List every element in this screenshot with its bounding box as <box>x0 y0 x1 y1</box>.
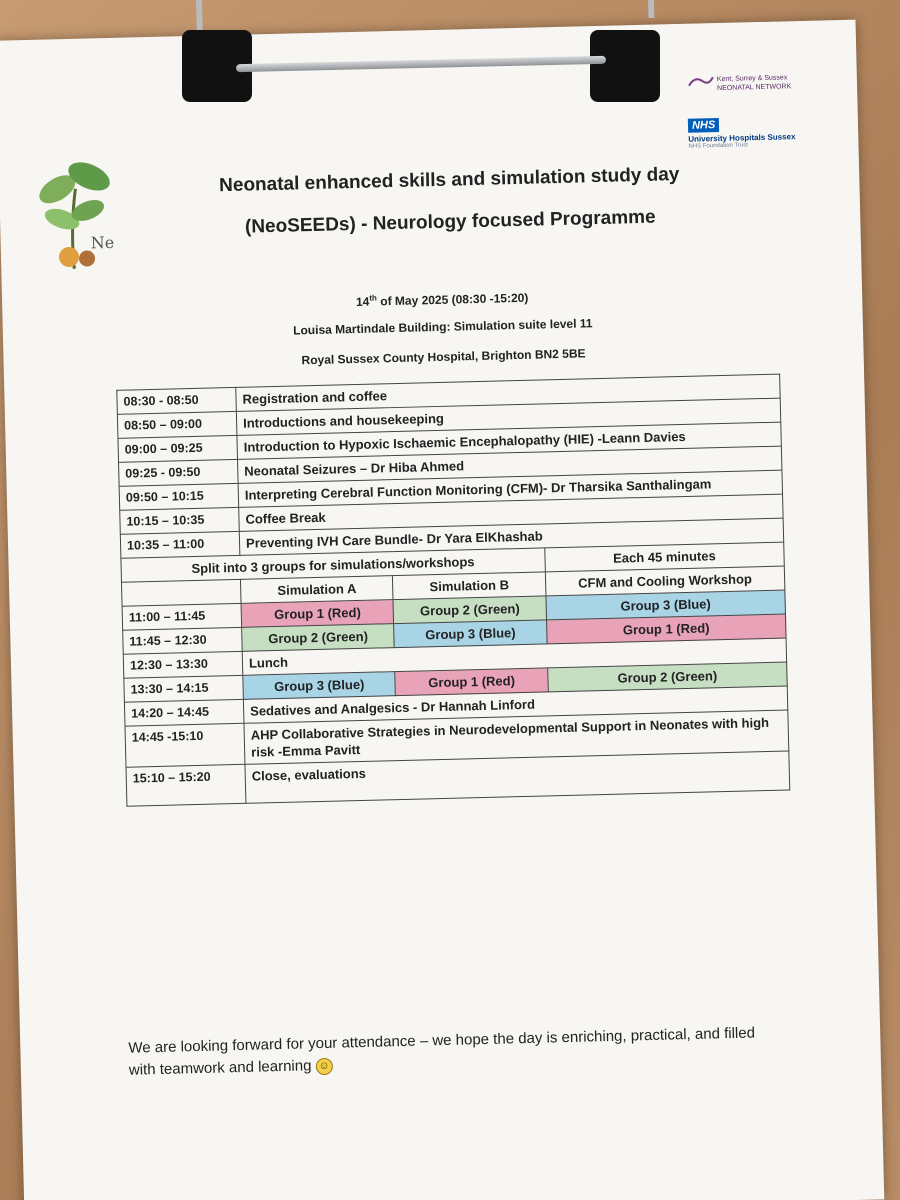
network-sub: NEONATAL NETWORK <box>717 83 792 93</box>
row-time: 09:50 – 10:15 <box>119 483 239 510</box>
clip-right-grip <box>590 30 660 102</box>
row-activity: Lunch <box>242 638 786 675</box>
event-address: Royal Sussex County Hospital, Brighton BN2 5BE <box>301 346 586 368</box>
row-time: 14:45 -15:10 <box>125 723 245 767</box>
row-activity: Close, evaluations <box>245 751 790 803</box>
row-activity: Preventing IVH Care Bundle- Dr Yara ElKhashab <box>239 518 783 555</box>
neoseeds-plant-logo <box>26 148 119 275</box>
row-activity: Registration and coffee <box>236 374 780 411</box>
group-cell-blue: Group 3 (Blue) <box>546 590 786 620</box>
col-simulation-b: Simulation B <box>393 572 546 600</box>
row-time: 08:30 - 08:50 <box>117 387 237 414</box>
row-time: 12:30 – 13:30 <box>123 651 243 678</box>
smiley-icon: ☺ <box>315 1057 332 1074</box>
network-swirl-icon <box>687 73 715 90</box>
row-activity: Interpreting Cerebral Function Monitoring (CFM)- Dr Tharsika Santhalingam <box>238 470 782 507</box>
group-cell-red: Group 1 (Red) <box>546 614 786 644</box>
programme-sheet <box>0 20 884 1200</box>
row-activity: Neonatal Seizures – Dr Hiba Ahmed <box>238 446 782 483</box>
programme-title-line2: (NeoSEEDs) - Neurology focused Programme <box>244 206 656 238</box>
event-location: Louisa Martindale Building: Simulation suite level 11 <box>293 316 593 338</box>
col-simulation-a: Simulation A <box>240 576 393 604</box>
row-time: 15:10 – 15:20 <box>126 764 246 806</box>
group-cell-green: Group 2 (Green) <box>393 596 546 624</box>
group-cell-blue: Group 3 (Blue) <box>243 672 396 700</box>
split-duration: Each 45 minutes <box>545 542 785 572</box>
row-time: 10:35 – 11:00 <box>120 531 240 558</box>
nhs-org-name: University Hospitals Sussex <box>688 132 796 144</box>
schedule-table <box>116 374 790 807</box>
network-logo <box>687 70 828 103</box>
date-day: 14 <box>355 294 370 309</box>
programme-title-line1: Neonatal enhanced skills and simulation study day <box>218 164 680 197</box>
row-activity: AHP Collaborative Strategies in Neurodevelopmental Support in Neonates with high risk -Emma Pavitt <box>244 710 789 764</box>
network-name: Kent, Surrey & Sussex <box>716 74 788 84</box>
row-time: 11:00 – 11:45 <box>122 603 242 630</box>
group-cell-red: Group 1 (Red) <box>241 600 394 628</box>
row-time: 08:50 – 09:00 <box>117 411 237 438</box>
row-time: 11:45 – 12:30 <box>123 627 243 654</box>
nhs-badge: NHS <box>688 118 720 133</box>
group-cell-red: Group 1 (Red) <box>395 668 548 696</box>
row-time: 14:20 – 14:45 <box>124 699 244 726</box>
row-time: 09:25 - 09:50 <box>119 459 239 486</box>
network-logo-text <box>717 73 792 93</box>
row-activity: Sedatives and Analgesics - Dr Hannah Linford <box>243 686 787 723</box>
nhs-logo <box>688 112 839 156</box>
group-cell-blue: Group 3 (Blue) <box>394 620 547 648</box>
row-activity: Coffee Break <box>239 494 783 531</box>
empty-cell <box>121 579 241 606</box>
closing-message <box>128 1022 769 1082</box>
svg-text:Ne: Ne <box>90 232 115 253</box>
col-cfm-workshop: CFM and Cooling Workshop <box>545 566 785 596</box>
row-time: 09:00 – 09:25 <box>118 435 238 462</box>
closing-text: We are looking forward for your attendance – we hope the day is enriching, practical, and filled with teamwork and learning <box>128 1024 756 1079</box>
group-cell-green: Group 2 (Green) <box>548 662 788 692</box>
row-activity: Introduction to Hypoxic Ischaemic Encephalopathy (HIE) -Leann Davies <box>237 422 781 459</box>
date-suffix: th <box>369 293 377 303</box>
split-label: Split into 3 groups for simulations/workshops <box>121 548 545 582</box>
row-activity: Introductions and housekeeping <box>236 398 780 435</box>
row-time: 13:30 – 14:15 <box>124 675 244 702</box>
nhs-org-sub: NHS Foundation Trust <box>688 142 748 150</box>
group-cell-green: Group 2 (Green) <box>242 624 395 652</box>
event-date <box>162 285 722 314</box>
row-time: 10:15 – 10:35 <box>120 507 240 534</box>
date-rest: of May 2025 (08:30 -15:20) <box>376 290 529 309</box>
